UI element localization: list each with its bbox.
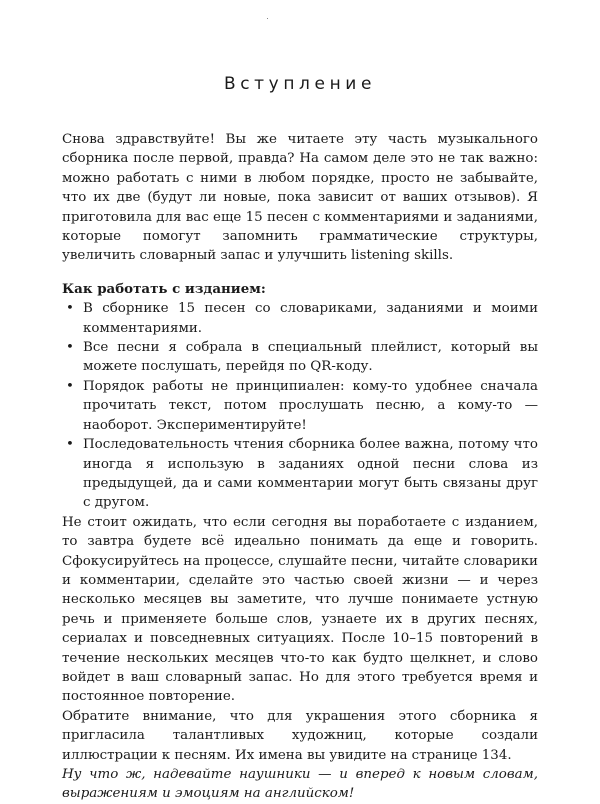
section-gap [62, 266, 538, 280]
howto-list [62, 299, 538, 512]
expectations-paragraph: Не стоит ожидать, что если сегодня вы поработаете с изданием, то завтра будете всё идеально понимать да еще и говорить. Сфокусируйтесь на процессе, слушайте песни, читайте словарики и комментарии, сделайте это частью своей жизни — и через несколько месяцев вы заметите, что лучше понимаете устную речь и применяете больше слов, узнаете их в других песнях, сериалах и повседневных ситуациях. После 10–15 повторений в течение нескольких месяцев что-то как будто щелкнет, и слово войдет в ваш словарный запас. Но для этого требуется время и постоянное повторение. [62, 514, 538, 705]
list-item: • Все песни я собрала в специальный плейлист, который вы можете послушать, перейдя по QR-коду. [83, 338, 538, 377]
list-item: • Порядок работы не принципиален: кому-то удобнее сначала прочитать текст, потом прослушать песню, а кому-то — наоборот. Экспериментируйте! [83, 377, 538, 435]
closing-paragraph: Ну что ж, надевайте наушники — и вперед к новым словам, выражениям и эмоциям на английском! [62, 767, 538, 802]
book-page [62, 0, 538, 802]
illustrators-paragraph: Обратите внимание, что для украшения этого сборника я пригласила талантливых художниц, которые создали иллюстрации к песням. Их имена вы увидите на странице 134. [62, 708, 538, 763]
howto-heading: Как работать с изданием: [62, 280, 266, 297]
scan-speck [267, 18, 268, 19]
page-body [62, 130, 538, 804]
list-item: • Последовательность чтения сборника более важна, потому что иногда я использую в заданиях одной песни слова из предыдущей, да и сами комментарии могут быть связаны друг с другом. [83, 435, 538, 513]
intro-paragraph: Снова здравствуйте! Вы же читаете эту часть музыкального сборника после первой, правда? На самом деле это не так важно: можно работать с ними в любом порядке, просто не забывайте, что их две (будут ли новые, пока зависит от ваших отзывов). Я приготовила для вас еще 15 песен с комментариями и заданиями, которые помогут запомнить грамматические структуры, увеличить словарный запас и улучшить listening skills. [62, 132, 538, 264]
list-item: • В сборнике 15 песен со словариками, заданиями и моими комментариями. [83, 299, 538, 338]
page-title: Вступление [223, 74, 377, 94]
